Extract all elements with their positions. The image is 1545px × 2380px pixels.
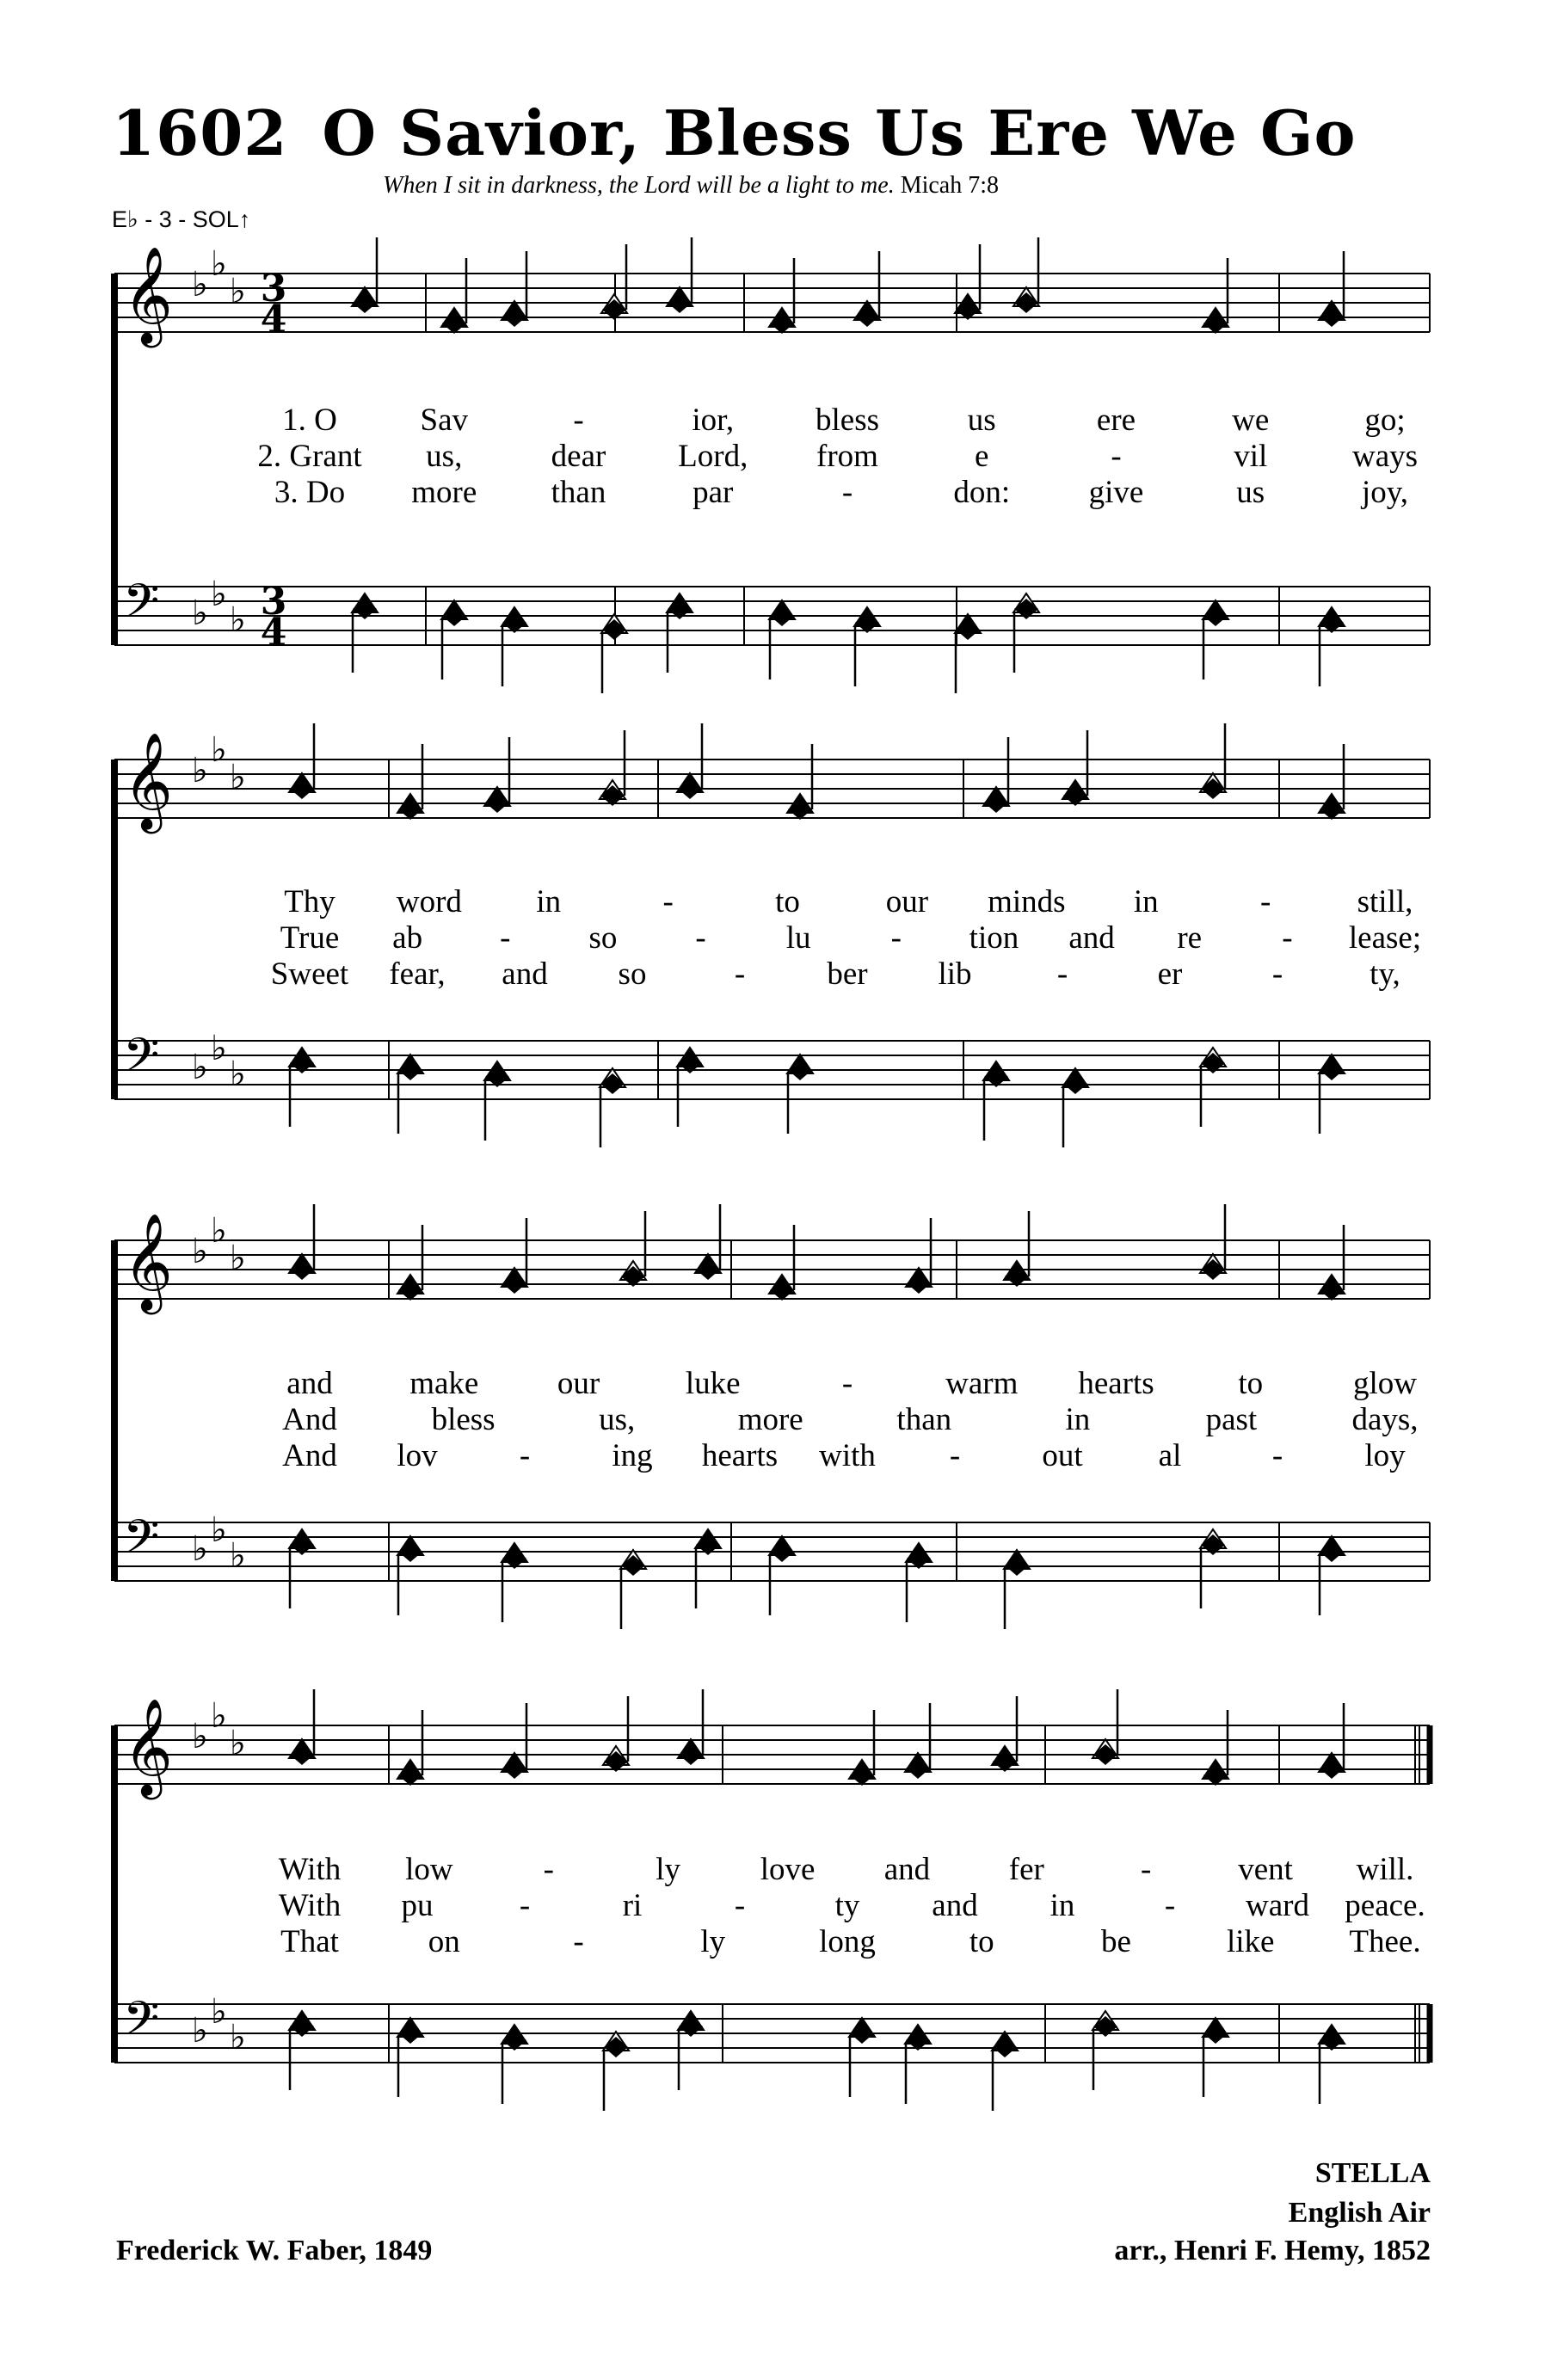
lyric-syllable: And xyxy=(282,1438,337,1473)
lyric-syllable: - xyxy=(890,920,902,956)
lyric-syllable: in xyxy=(1049,1888,1075,1923)
note-head xyxy=(1320,1280,1344,1301)
lyric-syllable: Thy xyxy=(284,884,335,919)
note-head xyxy=(442,606,466,626)
lyric-syllable: - xyxy=(662,884,674,919)
lyric-syllable: lu xyxy=(785,920,811,956)
flat-sign: ♭ xyxy=(192,1717,208,1756)
note-head xyxy=(398,1060,422,1080)
note-head xyxy=(850,2023,874,2044)
note-head xyxy=(1014,292,1038,313)
lyric-syllable: our xyxy=(557,1366,600,1401)
treble-clef: 𝄞 xyxy=(123,732,173,830)
tune-source: English Air xyxy=(1288,2197,1431,2229)
lyric-syllable: - xyxy=(1056,956,1068,992)
lyric-syllable: to xyxy=(775,884,800,919)
note-head xyxy=(604,2037,628,2057)
note-head xyxy=(1320,1060,1344,1080)
note-head xyxy=(502,1758,526,1779)
lyric-syllable: With xyxy=(278,1888,342,1923)
lyric-syllable: - xyxy=(543,1852,554,1887)
lyric-syllable: glow xyxy=(1353,1366,1417,1401)
lyric-syllable: ty xyxy=(834,1888,860,1923)
lyric-syllable: with xyxy=(819,1438,876,1473)
flat-sign: ♭ xyxy=(230,272,246,311)
note-head xyxy=(502,306,526,327)
flat-sign: ♭ xyxy=(192,1048,208,1087)
note-head xyxy=(398,1765,422,1786)
flat-sign: ♭ xyxy=(192,2011,208,2051)
hymn-number: 1602 xyxy=(112,96,288,169)
lyric-syllable: so xyxy=(618,956,647,992)
note-head xyxy=(290,1259,314,1280)
lyric-syllable: vil xyxy=(1234,439,1268,474)
lyric-syllable: - xyxy=(695,920,706,956)
lyric-syllable: - xyxy=(519,1888,531,1923)
lyric-syllable: more xyxy=(411,475,477,510)
lyric-syllable: - xyxy=(949,1438,961,1473)
time-signature-top: 3 xyxy=(260,267,287,311)
flat-sign: ♭ xyxy=(230,1724,246,1763)
time-signature-top: 3 xyxy=(260,580,287,624)
lyric-syllable: and xyxy=(1068,920,1115,956)
music-system xyxy=(114,237,1430,693)
lyric-syllable: warm xyxy=(945,1366,1019,1401)
note-head xyxy=(770,1541,794,1562)
lyric-syllable: and xyxy=(932,1888,978,1923)
note-head xyxy=(600,1073,625,1094)
lyric-syllable: ing xyxy=(612,1438,653,1473)
lyric-syllable: - xyxy=(1164,1888,1176,1923)
flat-sign: ♭ xyxy=(192,751,208,790)
flat-sign: ♭ xyxy=(211,1510,227,1550)
flat-sign: ♭ xyxy=(211,575,227,614)
flat-sign: ♭ xyxy=(230,2018,246,2057)
lyric-syllable: be xyxy=(1101,1924,1131,1959)
lyric-syllable: in xyxy=(1065,1402,1091,1437)
lyric-syllable: lib xyxy=(938,956,972,992)
lyric-syllable: word xyxy=(396,884,462,919)
lyric-syllable: - xyxy=(734,956,746,992)
lyric-syllable: go; xyxy=(1364,403,1406,438)
lyric-syllable: love xyxy=(760,1852,816,1887)
flat-sign: ♭ xyxy=(192,265,208,304)
lyric-syllable: will. xyxy=(1356,1852,1414,1887)
lyric-syllable: don: xyxy=(953,475,1011,510)
note-head xyxy=(993,2037,1017,2057)
note-head xyxy=(788,1060,812,1080)
flat-sign: ♭ xyxy=(230,600,246,640)
lyric-syllable: - xyxy=(1271,956,1283,992)
lyric-syllable: vent xyxy=(1238,1852,1293,1887)
lyric-syllable: With xyxy=(278,1852,342,1887)
note-head xyxy=(906,1758,930,1779)
lyric-syllable: - xyxy=(1282,920,1293,956)
note-head xyxy=(1201,778,1225,799)
lyric-syllable: in xyxy=(1133,884,1159,919)
note-head xyxy=(485,792,509,813)
lyric-syllable: fear, xyxy=(389,956,446,992)
note-head xyxy=(1201,1259,1225,1280)
flat-sign: ♭ xyxy=(192,593,208,633)
lyric-syllable: luke xyxy=(685,1366,741,1401)
lyric-syllable: fer xyxy=(1008,1852,1044,1887)
note-head xyxy=(1320,1758,1344,1779)
note-head xyxy=(1320,1541,1344,1562)
lyric-syllable: Sweet xyxy=(270,956,349,992)
note-head xyxy=(290,1744,314,1765)
note-head xyxy=(1203,1765,1228,1786)
lyric-syllable: and xyxy=(502,956,548,992)
flat-sign: ♭ xyxy=(192,1529,208,1569)
lyric-syllable: ior, xyxy=(692,403,735,438)
flat-sign: ♭ xyxy=(211,1211,227,1251)
music-system xyxy=(114,1689,1430,2111)
note-head xyxy=(770,1280,794,1301)
lyric-syllable: dear xyxy=(551,439,606,474)
flat-sign: ♭ xyxy=(230,1055,246,1094)
flat-sign: ♭ xyxy=(211,1992,227,2032)
lyric-syllable: ere xyxy=(1096,403,1136,438)
lyric-syllable: lov xyxy=(397,1438,438,1473)
lyric-syllable: to xyxy=(1238,1366,1264,1401)
note-head xyxy=(398,1541,422,1562)
note-head xyxy=(855,306,879,327)
lyric-syllable: ri xyxy=(622,1888,643,1923)
lyric-syllable: ways xyxy=(1351,439,1419,474)
time-signature-bottom: 4 xyxy=(260,611,287,655)
lyric-syllable: our xyxy=(885,884,929,919)
lyric-syllable: make xyxy=(409,1366,479,1401)
lyric-syllable: And xyxy=(282,1402,337,1437)
lyric-syllable: e xyxy=(975,439,989,474)
lyric-syllable: low xyxy=(405,1852,453,1887)
lyric-syllable: ab xyxy=(392,920,423,956)
music-system xyxy=(114,1204,1430,1629)
note-head xyxy=(1203,606,1228,626)
treble-clef: 𝄞 xyxy=(123,246,173,344)
lyric-syllable: True xyxy=(280,920,340,956)
note-head xyxy=(1063,1073,1087,1094)
lyric-syllable: ly xyxy=(700,1924,726,1959)
note-head xyxy=(442,313,466,334)
lyric-syllable: and xyxy=(883,1852,931,1887)
lyric-syllable: 2. Grant xyxy=(257,439,362,474)
lyric-syllable: out xyxy=(1042,1438,1083,1473)
note-head xyxy=(668,292,692,313)
lyric-syllable: Sav xyxy=(420,403,468,438)
note-head xyxy=(850,1765,874,1786)
bass-clef: 𝄢 xyxy=(123,1028,160,1094)
epigraph-text: When I sit in darkness, the Lord will be a light to me. xyxy=(383,172,895,199)
note-head xyxy=(679,1744,703,1765)
note-head xyxy=(696,1259,720,1280)
note-head xyxy=(502,1273,526,1294)
arranger: arr., Henri F. Hemy, 1852 xyxy=(1114,2235,1431,2266)
lyric-syllable: more xyxy=(737,1402,803,1437)
lyric-syllable: hearts xyxy=(1078,1366,1154,1401)
note-head xyxy=(1093,1744,1117,1765)
bass-clef: 𝄢 xyxy=(123,1991,160,2057)
note-head xyxy=(602,619,626,640)
lyric-syllable: - xyxy=(500,920,511,956)
key-info: E♭ - 3 - SOL↑ xyxy=(112,206,251,232)
lyric-syllable: still, xyxy=(1357,884,1413,919)
lyric-syllable: joy, xyxy=(1361,475,1409,510)
flat-sign: ♭ xyxy=(211,1696,227,1736)
note-head xyxy=(956,619,980,640)
lyric-syllable: days, xyxy=(1351,1402,1419,1437)
lyric-syllable: 3. Do xyxy=(274,475,346,510)
flat-sign: ♭ xyxy=(230,1239,246,1278)
note-head xyxy=(621,1555,645,1576)
note-head xyxy=(290,778,314,799)
lyric-syllable: That xyxy=(280,1924,339,1959)
lyric-syllable: we xyxy=(1232,403,1270,438)
music-system xyxy=(114,723,1430,1147)
lyric-syllable: us xyxy=(967,403,996,438)
note-head xyxy=(1203,2023,1228,2044)
lyric-syllable: - xyxy=(573,1924,584,1959)
lyric-syllable: than xyxy=(896,1402,952,1437)
lyric-syllable: give xyxy=(1088,475,1144,510)
lyric-syllable: - xyxy=(1271,1438,1283,1473)
lyric-syllable: on xyxy=(428,1924,460,1959)
lyric-syllable: - xyxy=(841,1366,853,1401)
tune-name: STELLA xyxy=(1314,2157,1431,2189)
lyric-syllable: us, xyxy=(599,1402,636,1437)
note-head xyxy=(1203,313,1228,334)
note-head xyxy=(907,1273,931,1294)
note-head xyxy=(678,778,702,799)
lyric-syllable: - xyxy=(519,1438,531,1473)
note-head xyxy=(1320,306,1344,327)
lyric-syllable: and xyxy=(286,1366,333,1401)
flat-sign: ♭ xyxy=(230,758,246,797)
treble-clef: 𝄞 xyxy=(123,1698,173,1796)
flat-sign: ♭ xyxy=(230,1536,246,1576)
lyric-syllable: ly xyxy=(656,1852,681,1887)
lyric-syllable: - xyxy=(1111,439,1122,474)
lyric-syllable: 1. O xyxy=(282,403,337,438)
lyric-syllable: ward xyxy=(1246,1888,1309,1923)
note-head xyxy=(398,2023,422,2044)
note-head xyxy=(1320,799,1344,820)
lyric-syllable: in xyxy=(536,884,562,919)
lyric-syllable: ty, xyxy=(1370,956,1400,992)
lyric-syllable: to xyxy=(969,1924,994,1959)
treble-clef: 𝄞 xyxy=(123,1213,173,1311)
lyric-syllable: bless xyxy=(431,1402,496,1437)
lyric-syllable: re xyxy=(1177,920,1203,956)
note-head xyxy=(1005,1555,1029,1576)
note-head xyxy=(770,313,794,334)
lyric-syllable: Lord, xyxy=(678,439,748,474)
lyric-syllable: - xyxy=(573,403,584,438)
lyric-syllable: minds xyxy=(988,884,1066,919)
lyric-syllable: us, xyxy=(426,439,463,474)
note-head xyxy=(398,1280,422,1301)
lyric-syllable: ber xyxy=(827,956,868,992)
flat-sign: ♭ xyxy=(211,244,227,284)
lyric-syllable: so xyxy=(588,920,618,956)
lyric-syllable: - xyxy=(841,475,853,510)
bass-clef: 𝄢 xyxy=(123,574,160,640)
bass-clef: 𝄢 xyxy=(123,1510,160,1576)
lyric-syllable: long xyxy=(819,1924,876,1959)
lyric-syllable: lease; xyxy=(1348,920,1422,956)
lyric-syllable: from xyxy=(816,439,878,474)
lyric-syllable: Thee. xyxy=(1349,1924,1421,1959)
lyric-syllable: er xyxy=(1157,956,1183,992)
lyric-syllable: par xyxy=(692,475,734,510)
flat-sign: ♭ xyxy=(211,730,227,770)
text-author: Frederick W. Faber, 1849 xyxy=(116,2235,433,2266)
lyric-syllable: - xyxy=(1141,1852,1152,1887)
epigraph-reference: Micah 7:8 xyxy=(900,172,1000,199)
note-head xyxy=(984,792,1008,813)
lyric-syllable: - xyxy=(1259,884,1271,919)
note-head xyxy=(770,606,794,626)
flat-sign: ♭ xyxy=(211,1029,227,1068)
lyric-syllable: past xyxy=(1205,1402,1258,1437)
lyric-syllable: than xyxy=(551,475,606,510)
lyric-syllable: peace. xyxy=(1345,1888,1425,1923)
note-head xyxy=(353,292,377,313)
time-signature-bottom: 4 xyxy=(260,298,287,341)
lyric-syllable: pu xyxy=(401,1888,434,1923)
lyric-syllable: like xyxy=(1227,1924,1275,1959)
hymn-title: O Savior, Bless Us Ere We Go xyxy=(322,96,1357,169)
note-head xyxy=(788,799,812,820)
flat-sign: ♭ xyxy=(192,1232,208,1271)
lyric-syllable: us xyxy=(1236,475,1265,510)
lyric-syllable: - xyxy=(734,1888,746,1923)
lyric-syllable: tion xyxy=(969,920,1019,956)
lyric-syllable: hearts xyxy=(701,1438,779,1473)
lyric-syllable: bless xyxy=(816,403,879,438)
note-head xyxy=(398,799,422,820)
lyric-syllable: loy xyxy=(1364,1438,1406,1473)
lyric-syllable: al xyxy=(1158,1438,1182,1473)
